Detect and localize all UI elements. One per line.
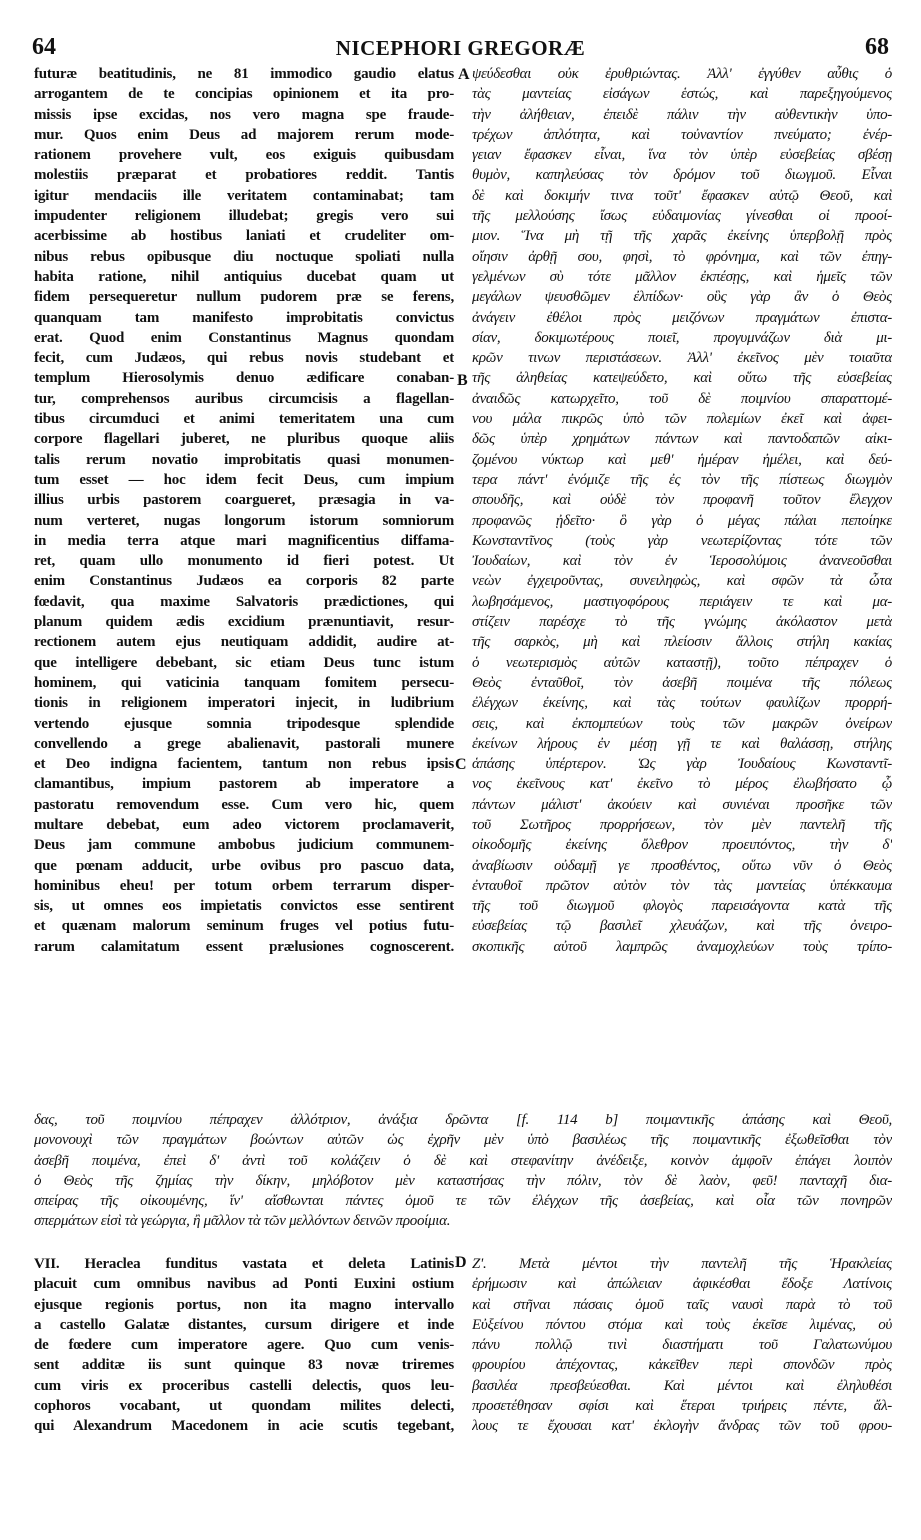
section-marker-a: A bbox=[458, 66, 470, 83]
text-line: ἀνάγειν ἐθέλοι πρὸς μειζόνων πραγμάτων ἐπιστα- bbox=[472, 309, 892, 326]
text-line: λους τε ἔχουσαι κατ' ἐκλογὴν ἄνδρας τῶν τοῦ φρου- bbox=[472, 1418, 892, 1435]
text-line: futuræ beatitudinis, ne 81 immodico gaudio elatus bbox=[34, 66, 454, 82]
text-line: et Deo indigna facientem, tantum non rebus ipsis bbox=[34, 756, 454, 773]
page-number-right: 68 bbox=[865, 34, 889, 60]
latin-column-bottom bbox=[34, 1254, 454, 1437]
text-line: sis, ut omnes eos impietatis convictos esse sentirent bbox=[34, 898, 454, 915]
greek-fullwidth-paragraph bbox=[34, 1110, 892, 1232]
text-line: προφανῶς ᾐδεῖτο· ὃ γὰρ ὁ μέγας πάλαι πεποίηκε bbox=[472, 512, 892, 529]
text-line: νος ἐκεῖνους κατ' ἐκεῖνο τὸ μέρος ἐλωβήσατο ᾧ bbox=[472, 776, 892, 793]
text-line: erat. Quod enim Constantinus Magnus quondam bbox=[34, 329, 454, 346]
text-line: impudenter religionem illudebat; gregis vero sui bbox=[34, 208, 454, 225]
text-line: tionis in religionem imperatori injecit, in ludibrium bbox=[34, 695, 454, 712]
text-line: τῆς τοῦ διωγμοῦ φλογὸς παρεισάγοντα κατὰ τῆς bbox=[472, 898, 892, 915]
text-line: Ἰουδαίων, καὶ τὸν ἐν Ἱεροσολύμοις ἀνανεοῦσθαι bbox=[472, 553, 892, 570]
text-line: illius urbis pastorem coargueret, præsagia in va- bbox=[34, 492, 454, 509]
text-line: hominibus eheu! per totum orbem terrarum disper- bbox=[34, 877, 454, 894]
text-line: ἀσεβῆ ποιμένα, ἐπεὶ δ' ἀντὶ τοῦ κολάζειν ὁ δὲ καὶ στεφανίτην ἀνέδειξε, κοινὸν ἀμφοῖν ἐπάγει λοιπὸν bbox=[34, 1152, 892, 1169]
text-line: fœdavit, qua maxime Salvatoris prædictiones, qui bbox=[34, 593, 454, 610]
text-line: ἐκείνων λήρους ἐν μέσῃ γῇ τε καὶ θαλάσσῃ, στήλης bbox=[472, 735, 892, 752]
text-line: Θεὸς ἐνταῦθοῖ, τὸν ἀσεβῆ ποιμένα τῆς πόλεως bbox=[472, 674, 892, 691]
text-line: num verteret, nugas longorum istorum somniorum bbox=[34, 512, 454, 529]
text-line: ἐνταυθοῖ πρῶτον αὐτὸν τὸν τὰς μαντείας ὑπέκκαυμα bbox=[472, 877, 892, 894]
text-line: templum Hierosolymis denuo ædificare conaban- bbox=[34, 370, 454, 387]
text-line: δὲ καὶ δοκιμήν τινα τοῦτ' ἔφασκεν αὐτῷ Θεοῦ, καὶ bbox=[472, 187, 892, 204]
text-line: VII. Heraclea funditus vastata et deleta Latinis bbox=[34, 1256, 454, 1272]
greek-column-top bbox=[472, 64, 892, 957]
text-line: τὰς μαντείας εἰσάγων ἑστώς, καὶ παρεξηγούμενος bbox=[472, 86, 892, 103]
text-line: μιον. Ἵνα μὴ τῇ τῆς χαρᾶς ἐκείνης ὑπερβολῇ πρὸς bbox=[472, 228, 892, 245]
text-line: ἐλέγχων ἐκείνης, καὶ τὰς τούτων φαυλίζων προρρή- bbox=[472, 695, 892, 712]
text-line: qui Alexandrum Macedonem in acie scutis tegebant, bbox=[34, 1418, 454, 1435]
text-line: fecit, cum Judæos, qui rebus novis studebant et bbox=[34, 350, 454, 367]
text-line: convellendo a grege abalienavit, pastorali munere bbox=[34, 735, 454, 752]
text-line: τῆς σαρκὸς, μὴ καὶ πλείοσιν ἄλλοις στήλη κακίας bbox=[472, 634, 892, 651]
text-line: πάνυ πολλῷ τινὶ διαστήματι τοῦ Γαλατωνύμου bbox=[472, 1337, 892, 1354]
text-line: δας, τοῦ ποιμνίου πέπραχεν ἀλλότριον, ἀνάξια δρῶντα [f. 114 b] ποιμαντικῆς ἁπάσης καὶ Θεοῦ, bbox=[34, 1112, 892, 1128]
text-line: tur, comprehensos auribus circumcisis a flagellan- bbox=[34, 390, 454, 407]
text-line: ἐρήμωσιν καὶ ἀπώλειαν ἀφικέσθαι ἔδοξε Λατίνοις bbox=[472, 1276, 892, 1293]
text-line: tibus circumduci et animi temeritatem una cum bbox=[34, 411, 454, 428]
text-line: στίζειν παρέσχε τὸ τῆς γνώμης ἀκόλαστον μετὰ bbox=[472, 614, 892, 631]
text-line: σπείρας τῆς οἰκουμένης, ἵν' αἴσθωνται πάντες ὁμοῦ τε τῶν ἐλέγχων τῆς ἀσεβείας, καὶ οἷα τῶν πονηρῶν bbox=[34, 1193, 892, 1210]
text-line: σεις, καὶ ἐκπομπεύων τοὺς τῶν μακρῶν ὀνείρων bbox=[472, 715, 892, 732]
text-line: et quænam malorum seminum fruges vel potius futu- bbox=[34, 918, 454, 935]
text-line: φρουρίου ἀπέχοντας, κἀκεῖθεν περὶ σπονδῶν πρὸς bbox=[472, 1357, 892, 1374]
text-line: rationem provehere vult, eos exiguis quibusdam bbox=[34, 147, 454, 164]
text-line: ἁπάσης ὑπέρτερον. Ὡς γὰρ Ἰουδαίους Κωνσταντῖ- bbox=[472, 756, 892, 773]
section-marker-d: D bbox=[455, 1254, 467, 1271]
text-line: ὁ νεωτερισμὸς αὐτῶν καταστῇ), τοῦτο πέπραχεν ὁ bbox=[472, 654, 892, 671]
text-line: hominem, qui vaticinia tanquam fomitem persecu- bbox=[34, 674, 454, 691]
text-line: fidem persequeretur nullum pudorem præ se ferens, bbox=[34, 289, 454, 306]
text-line: λωβησάμενος, μαστιγοφόρους περιάγειν τε καὶ μα- bbox=[472, 593, 892, 610]
text-line: πάντων μάλιστ' ἀκούειν καὶ συνιέναι προσῆκε τῶν bbox=[472, 796, 892, 813]
text-line: σπερμάτων εἰσὶ τὰ γεώργια, ἢ μᾶλλον τὰ τῶν μελλόντων δεινῶν προοίμια. bbox=[34, 1213, 451, 1230]
latin-column-top bbox=[34, 64, 454, 957]
text-line: δῶς ὑπὲρ χρημάτων πάντων καὶ παντοδαπῶν αἰκι- bbox=[472, 431, 892, 448]
text-line: Deus jam commune ambobus judicium communem- bbox=[34, 837, 454, 854]
section-marker-c: C bbox=[455, 756, 467, 773]
text-line: προσετέθησαν σφίσι καὶ ἕτεραι τριήρεις πέντε, ἄλ- bbox=[472, 1398, 892, 1415]
text-line: σκοπικῆς αὐτοῦ λαμπρῶς ἀναμοχλεύων τοὺς τρίπο- bbox=[472, 938, 892, 955]
text-line: κρῶν τινων περιστάσεων. Ἀλλ' ἐκεῖνος μὲν τοιαῦτα bbox=[472, 350, 892, 367]
text-line: sent additæ iis sunt quinque 83 novæ triremes bbox=[34, 1357, 454, 1374]
text-line: multare debebat, eum adeo victorem proclamaverit, bbox=[34, 816, 454, 833]
text-line: rectionem autem ejus neutiquam addidit, audire at- bbox=[34, 634, 454, 651]
text-line: de fœdere cum imperatore agere. Quo cum venis- bbox=[34, 1337, 454, 1354]
text-line: que intelligere debebant, sic etiam Deus tunc istum bbox=[34, 654, 454, 671]
text-line: ζομένου νύκτωρ καὶ μεθ' ἡμέραν ἠμέλει, καὶ δεύ- bbox=[472, 451, 892, 468]
text-line: οἰκοδομῆς ἐκείνης ὄλεθρον προειπόντος, τὴν δ' bbox=[472, 837, 892, 854]
text-line: placuit cum omnibus navibus ad Ponti Euxini ostium bbox=[34, 1276, 454, 1293]
text-line: tum esset — hoc idem fecit Deus, cum impium bbox=[34, 471, 454, 488]
text-line: εὐσεβείας τῷ βασιλεῖ χλευάζων, καὶ τῆς ὀνειρο- bbox=[472, 918, 892, 935]
text-line: nibus rebus opibusque diu noctuque spoliati nulla bbox=[34, 248, 454, 265]
text-line: acerbissime ab hostibus laniati et crudeliter om- bbox=[34, 228, 454, 245]
text-line: rarum calamitatum essent prælusiones cognoscerent. bbox=[34, 938, 454, 955]
text-line: καὶ στῆναι πάσαις ὁμοῦ ταῖς ναυσὶ παρὰ τὸ τοῦ bbox=[472, 1296, 892, 1313]
text-line: τῆς ἀληθείας κατεψεύδετο, καὶ οὕτω τῆς εὐσεβείας bbox=[472, 370, 892, 387]
text-line: enim Constantinus Judæos ea corporis 82 parte bbox=[34, 573, 454, 590]
text-line: igitur mendaciis ille veritatem contaminabat; tam bbox=[34, 187, 454, 204]
text-line: σπουδῆς, καὶ οὐδὲ τὸν προφανῆ τοῦτον ἔλεγχον bbox=[472, 492, 892, 509]
text-line: σίαν, δοκιμωτέρους ποιεῖ, προγυμνάζων διὰ μι- bbox=[472, 329, 892, 346]
text-line: νου μάλα πικρῶς ὑπὸ τῶν πολεμίων ἐκεῖ καὶ ἀφει- bbox=[472, 411, 892, 428]
text-line: que pœnam adducit, urbe ovibus pro pascuo data, bbox=[34, 857, 454, 874]
text-line: corpore flagellari juberet, ne pluribus quoque aliis bbox=[34, 431, 454, 448]
text-line: molestiis præparat et probatiores reddit. Tantis bbox=[34, 167, 454, 184]
text-line: talis rerum novatio improbitatis quasi monumen- bbox=[34, 451, 454, 468]
text-line: planum quidem ædis excidium prænuntiavit, resur- bbox=[34, 614, 454, 631]
text-line: habita ratione, nihil antiquius ducebat quam ut bbox=[34, 268, 454, 285]
text-line: cum viris ex proceribus castelli delectis, quos leu- bbox=[34, 1377, 454, 1394]
text-line: Εὐξείνου πόντου στόμα καὶ τοὺς ἐκεῖσε λιμένας, οὐ bbox=[472, 1316, 892, 1333]
page-number-left: 64 bbox=[32, 34, 56, 60]
text-line: τρέχων ἁπλότητα, καὶ τοὐναντίον πνεύματο; ἐνέρ- bbox=[472, 126, 892, 143]
text-line: mur. Quos enim Deus ad majorem rerum mode- bbox=[34, 126, 454, 143]
text-line: missis ipse excidas, nos vero magna spe fraude- bbox=[34, 106, 454, 123]
text-line: τὴν ἀλήθειαν, ἐπειδὲ πάλιν τὴν αὐθεντικὴν ὑπο- bbox=[472, 106, 892, 123]
text-line: ἀναβίωσιν οὐδαμῇ γε προσθέντος, οὕτω νῦν ὁ Θεὸς bbox=[472, 857, 892, 874]
text-line: μεγάλων ψευσθῶμεν ἐλπίδων· οὓς γὰρ ἂν ὁ Θεὸς bbox=[472, 289, 892, 306]
text-line: Ζ'. Μετὰ μέντοι τὴν παντελῆ τῆς Ἡρακλείας bbox=[472, 1256, 892, 1272]
text-line: τοῦ Σωτῆρος προρρήσεων, τὸν μὲν παντελῆ τῆς bbox=[472, 816, 892, 833]
text-line: Κωνσταντῖνος (τοὺς γὰρ νεωτερίζοντας τότε τῶν bbox=[472, 532, 892, 549]
text-line: ret, quam ullo monumento id fieri potest. Ut bbox=[34, 553, 454, 570]
text-line: a castello Galatæ distantes, cursum dirigere et inde bbox=[34, 1316, 454, 1333]
text-line: ψεύδεσθαι οὐκ ἐρυθριώντας. Ἀλλ' ἐγγύθεν αὖθις ὁ bbox=[472, 66, 892, 82]
text-line: οἴησιν ἀρθῇ σου, φησὶ, τὸ φρόνημα, καὶ τῶν ἐπηγ- bbox=[472, 248, 892, 265]
text-line: arrogantem de te concipias opinionem et ita pro- bbox=[34, 86, 454, 103]
text-line: τερα πάντ' ἐνόμιζε τῆς ἐς τὸν τῆς πίστεως διωγμὸν bbox=[472, 471, 892, 488]
greek-column-bottom bbox=[472, 1254, 892, 1437]
text-line: ὁ Θεὸς τῆς ζημίας τὴν δίκην, μηλόβοτον μὲν καταστήσας τὴν πόλιν, τὸν δὲ λαὸν, φεῦ! πανταχῆ δια- bbox=[34, 1172, 892, 1189]
text-line: ἀναιδῶς κατωρχεῖτο, τοῦ δὲ ποιμνίου σπαραττομέ- bbox=[472, 390, 892, 407]
text-line: μονονουχὶ τῶν πραγμάτων βοώντων αὐτῶν ὡς ἐχρῆν μὲν ὑπὸ βασιλέως τῆς ποιμαντικῆς ἐξωθεῖσθαι τὸν bbox=[34, 1132, 892, 1149]
text-line: τῆς μελλούσης ἴσως εὐδαιμονίας γίνεσθαι οἱ προοί- bbox=[472, 208, 892, 225]
text-line: νεὼν ἐγχειροῦντας, συνειληφὼς, καὶ σφῶν τὰ ὦτα bbox=[472, 573, 892, 590]
text-line: γειαν ἔφασκεν εἶναι, ἵνα τὸν ὑπὲρ εὐσεβείας σβέσῃ bbox=[472, 147, 892, 164]
text-line: pastoratu removendum esse. Cum vero hic, quem bbox=[34, 796, 454, 813]
text-line: clamantibus, impium pastorem ab imperatore a bbox=[34, 776, 454, 793]
running-header bbox=[30, 34, 891, 64]
text-line: ejusque regionis portus, non ita magno intervallo bbox=[34, 1296, 454, 1313]
text-line: γελμένων σὺ τότε μᾶλλον ἐκπέσῃς, καὶ ἡμεῖς τῶν bbox=[472, 268, 892, 285]
running-title: NICEPHORI GREGORÆ bbox=[335, 36, 586, 60]
text-line: θυμὸν, καπηλεύσας τὸν δρόμον τοῦ διωγμοῦ. Εἶναι bbox=[472, 167, 892, 184]
text-line: cophoros vocabant, ut quondam milites delecti, bbox=[34, 1398, 454, 1415]
section-marker-b: B bbox=[457, 372, 468, 389]
text-line: in media terra atque mari magnificentius diffama- bbox=[34, 532, 454, 549]
text-line: quanquam tam manifesto improbitatis convictus bbox=[34, 309, 454, 326]
text-line: βασιλέα πρεσβεύεσθαι. Καὶ μέντοι καὶ ἐληλυθέσι bbox=[472, 1377, 892, 1394]
text-line: vertendo ejusque somnia tripodesque splendide bbox=[34, 715, 454, 732]
